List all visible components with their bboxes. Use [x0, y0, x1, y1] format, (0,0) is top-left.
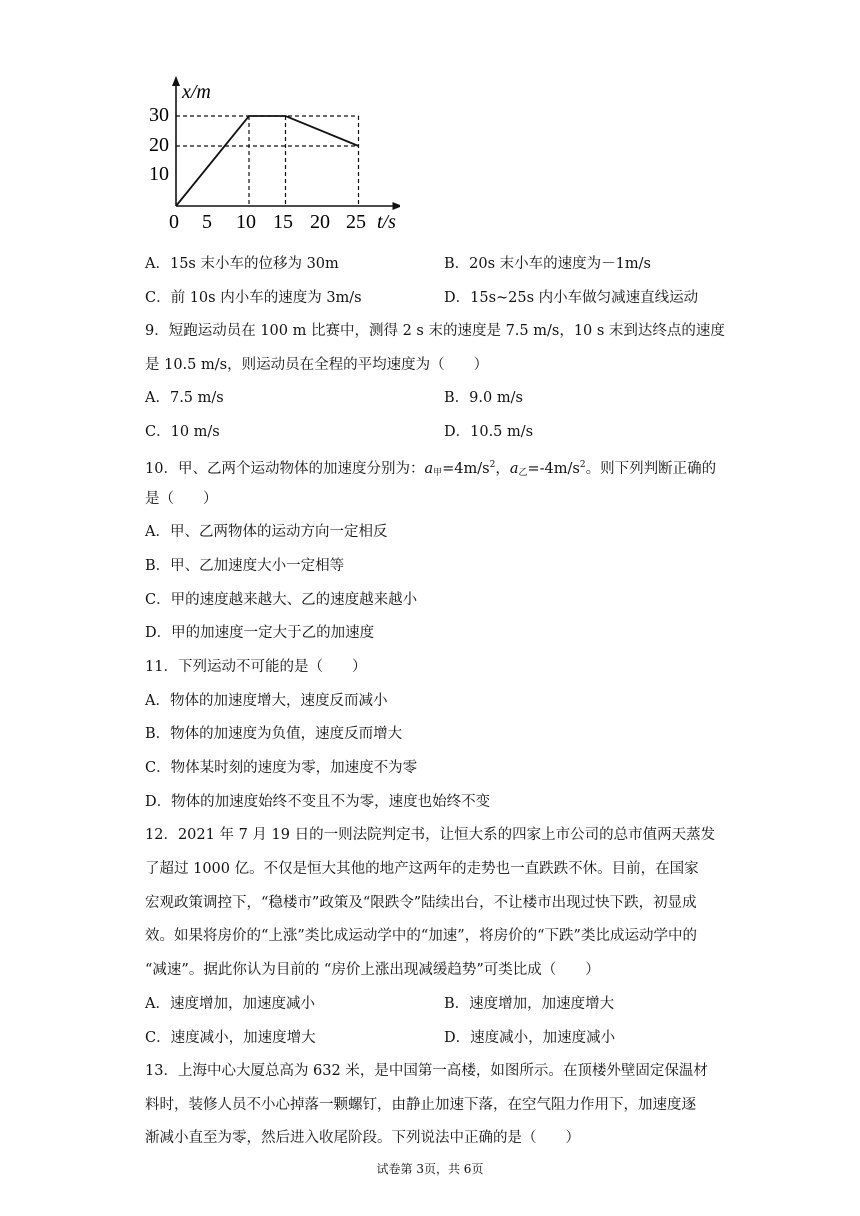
x-tick-20: 20 — [310, 211, 330, 233]
x-axis-label: t/s — [377, 211, 396, 233]
page-footer: 试卷第 3页，共 6页 — [376, 1162, 484, 1176]
y-tick-30: 30 — [149, 104, 169, 126]
q12-stem-line1: 12．2021 年 7 月 19 日的一则法院判定书，让恒大系的四家上市公司的总市值两天蒸发 — [145, 827, 716, 843]
q11-option-a: A．物体的加速度增大，速度反而减小 — [145, 693, 388, 709]
q12-stem-line2: 了超过 1000 亿。不仅是恒大其他的地产这两年的走势也一直跌跌不休。目前，在国家 — [145, 861, 699, 877]
x-tick-5: 5 — [202, 211, 212, 233]
q12-stem-line3: 宏观政策调控下，“稳楼市”政策及“限跌令”陆续出台，不让楼市出现过快下跌，初显成 — [145, 895, 697, 911]
q13-stem-line2: 料时，装修人员不小心掉落一颗螺钉，由静止加速下落，在空气阻力作用下，加速度逐 — [145, 1097, 696, 1113]
x-tick-10: 10 — [236, 211, 256, 233]
y-axis-arrow — [172, 76, 180, 86]
q9-option-a: A．7.5 m/s — [145, 390, 224, 406]
q12-option-b: B．速度增加，加速度增大 — [444, 996, 615, 1012]
x-tick-15: 15 — [273, 211, 293, 233]
q9-option-d: D．10.5 m/s — [444, 424, 534, 440]
q12-option-c: C．速度减小，加速度增大 — [145, 1030, 316, 1046]
q10-option-c: C．甲的速度越来越大、乙的速度越来越小 — [145, 592, 418, 608]
q8-option-d: D．15s~25s 内小车做匀减速直线运动 — [444, 290, 699, 306]
q12-option-d: D．速度减小，加速度减小 — [444, 1030, 616, 1046]
q11-option-d: D．物体的加速度始终不变且不为零，速度也始终不变 — [145, 794, 491, 810]
q10-option-d: D．甲的加速度一定大于乙的加速度 — [145, 625, 375, 641]
y-tick-20: 20 — [149, 134, 169, 156]
y-tick-10: 10 — [149, 163, 169, 185]
q11-option-c: C．物体某时刻的速度为零，加速度不为零 — [145, 760, 418, 776]
q9-stem-line1: 9．短跑运动员在 100 m 比赛中，测得 2 s 末的速度是 7.5 m/s，10 s 末到达终点的速度 — [145, 323, 725, 339]
q9-stem-line2: 是 10.5 m/s，则运动员在全程的平均速度为（ ） — [145, 357, 489, 373]
x-axis-arrow — [393, 202, 401, 210]
q9-option-b: B．9.0 m/s — [444, 390, 523, 406]
q10-stem-line2: 是（ ） — [145, 491, 218, 507]
q11-option-b: B．物体的加速度为负值，速度反而增大 — [145, 726, 403, 742]
q8-option-a: A．15s 末小车的位移为 30m — [145, 256, 339, 272]
q13-stem-line3: 渐减小直至为零，然后进入收尾阶段。下列说法中正确的是（ ） — [145, 1130, 580, 1146]
xt-graph — [140, 74, 400, 234]
q8-option-b: B．20s 末小车的速度为－1m/s — [444, 256, 651, 272]
x-tick-25: 25 — [346, 211, 366, 233]
q8-option-c: C．前 10s 内小车的速度为 3m/s — [145, 290, 362, 306]
q9-option-c: C．10 m/s — [145, 424, 220, 440]
q10-option-a: A．甲、乙两物体的运动方向一定相反 — [145, 524, 388, 540]
q12-stem-line4: 效。如果将房价的“上涨”类比成运动学中的“加速”，将房价的“下跌”类比成运动学中的 — [145, 928, 697, 944]
q10-stem-line1: 10．甲、乙两个运动物体的加速度分别为：$a_甲=4m/s^2$，$a_乙=-4m/s^2$。则下列判断正确的 — [145, 460, 717, 478]
x-tick-0: 0 — [169, 211, 179, 233]
y-axis-label: x/m — [182, 81, 211, 103]
q12-stem-line5: “减速”。据此你认为目前的 “房价上涨出现减缓趋势”可类比成（ ） — [145, 962, 600, 978]
xt-line-series — [176, 116, 359, 206]
q11-stem: 11．下列运动不可能的是（ ） — [145, 659, 367, 675]
q12-option-a: A．速度增加，加速度减小 — [145, 996, 315, 1012]
q13-stem-line1: 13．上海中心大厦总高为 632 米，是中国第一高楼，如图所示。在顶楼外壁固定保温材 — [145, 1063, 708, 1079]
q10-option-b: B．甲、乙加速度大小一定相等 — [145, 558, 345, 574]
